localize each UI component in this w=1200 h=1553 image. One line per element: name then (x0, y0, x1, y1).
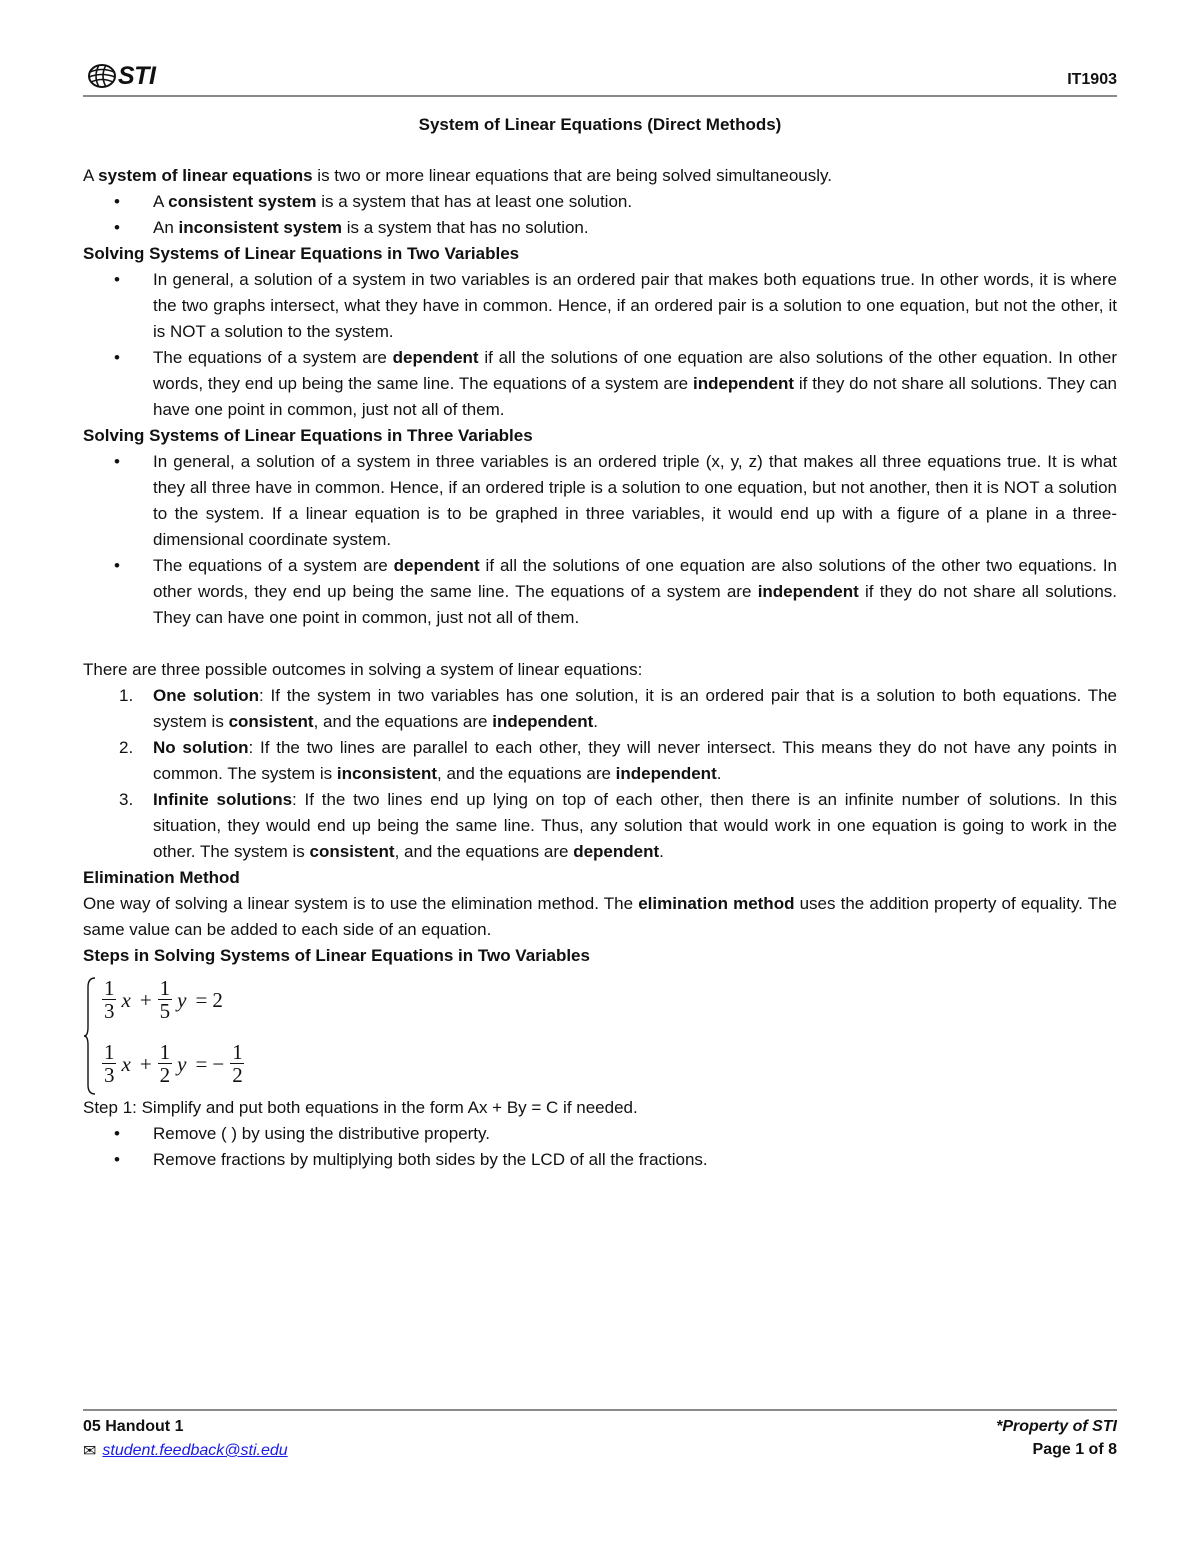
footer-divider (83, 1409, 1117, 1411)
three-variable-bullets (83, 449, 1117, 631)
list-item: • In general, a solution of a system in three variables is an ordered triple (x, y, z) that makes all three equations true. It is what they all three have in common. Hence, if an ordered triple is a solution to one equation, but not another, then it is NOT a solution to the system. If a linear equation is to be graphed in three variables, it would end up with a figure of a plane in a three-dimensional coordinate system. (83, 449, 1117, 553)
list-item: • Remove ( ) by using the distributive property. (83, 1121, 1117, 1147)
list-item: • A consistent system is a system that has at least one solution. (83, 189, 1117, 215)
outcomes-lead: There are three possible outcomes in solving a system of linear equations: (83, 660, 643, 679)
fraction: $\frac{1}{2}$ (159, 1040, 171, 1087)
equation-2: $\frac{1}{3}$ x + $\frac{1}{2}$ y = − $\frac{1}{2}$ (104, 1040, 243, 1087)
step-1: Step 1: Simplify and put both equations in the form Ax + By = C if needed. (83, 1098, 638, 1117)
section-heading-three-variables: Solving Systems of Linear Equations in Three Variables (83, 426, 533, 445)
globe-icon (87, 63, 117, 89)
intro-bullets (83, 189, 1117, 241)
list-item: 3. Infinite solutions: If the two lines end up lying on top of each other, then there is an infinite number of solutions. In this situation, they would end up being the same line. Thus, any solution that would work in one equation is going to work in the other. The system is consistent, and the equations are dependent. (119, 790, 1117, 861)
section-heading-elimination: Elimination Method (83, 868, 240, 887)
page-header (83, 60, 1117, 96)
list-item: 2. No solution: If the two lines are parallel to each other, they will never intersect. This means they do not have any points in common. The system is inconsistent, and the equations are independent. (119, 738, 1118, 783)
list-item: • The equations of a system are dependent if all the solutions of one equation are also solutions of the other equation. In other words, they end up being the same line. The equations of a system are independent if they do not share all solutions. They can have one point in common, just not all of them. (83, 345, 1117, 423)
list-item: • In general, a solution of a system in two variables is an ordered pair that makes both equations true. In other words, it is where the two graphs intersect, what they have in common. Hence, if an ordered pair is a solution to one equation, but not the other, it is NOT a solution to the system. (83, 267, 1117, 345)
step-1-bullets (83, 1121, 1117, 1173)
feedback-contact (83, 1441, 288, 1461)
list-item: • Remove fractions by multiplying both sides by the LCD of all the fractions. (83, 1147, 1117, 1173)
intro-paragraph: A system of linear equations is two or more linear equations that are being solved simultaneously. (83, 166, 832, 185)
outcomes-list (83, 683, 1117, 865)
envelope-icon: ✉ (83, 1443, 97, 1460)
document-body (83, 163, 1117, 1173)
list-item: 1. One solution: If the system in two variables has one solution, it is an ordered pair that is a solution to both equations. The system is consistent, and the equations are independent. (119, 686, 1118, 731)
fraction: $\frac{1}{2}$ (232, 1040, 243, 1087)
two-variable-bullets (83, 267, 1117, 423)
fraction: $\frac{1}{3}$ (104, 976, 115, 1023)
handout-label: 05 Handout 1 (83, 1418, 184, 1435)
left-brace (83, 977, 97, 1095)
equation-1: $\frac{1}{3}$ x + $\frac{1}{5}$ y = 2 (104, 976, 223, 1023)
fraction: $\frac{1}{5}$ (159, 976, 171, 1023)
sti-logo (87, 62, 155, 90)
page-number: Page 1 of 8 (1032, 1441, 1117, 1458)
course-code: IT1903 (1067, 71, 1117, 88)
header-divider (83, 95, 1117, 97)
elimination-paragraph: One way of solving a linear system is to use the elimination method. The elimination method uses the addition property of equality. The same value can be added to each side of an equation. (83, 894, 1117, 939)
list-item: • An inconsistent system is a system that has no solution. (83, 215, 1117, 241)
feedback-email-link[interactable]: student.feedback@sti.edu (102, 1442, 288, 1459)
section-heading-steps: Steps in Solving Systems of Linear Equations in Two Variables (83, 946, 590, 965)
property-note: *Property of STI (996, 1418, 1117, 1435)
document-page (83, 0, 1117, 1553)
equation-system (83, 975, 1117, 1095)
logo-text: STI (118, 61, 156, 90)
page-title: System of Linear Equations (Direct Methods) (418, 115, 782, 134)
section-heading-two-variables: Solving Systems of Linear Equations in Two Variables (83, 244, 520, 263)
list-item: • The equations of a system are dependent if all the solutions of one equation are also solutions of the other two equations. In other words, they end up being the same line. The equations of a system are independent if they do not share all solutions. They can have one point in common, just not all of them. (83, 553, 1117, 631)
fraction: $\frac{1}{3}$ (104, 1040, 115, 1087)
